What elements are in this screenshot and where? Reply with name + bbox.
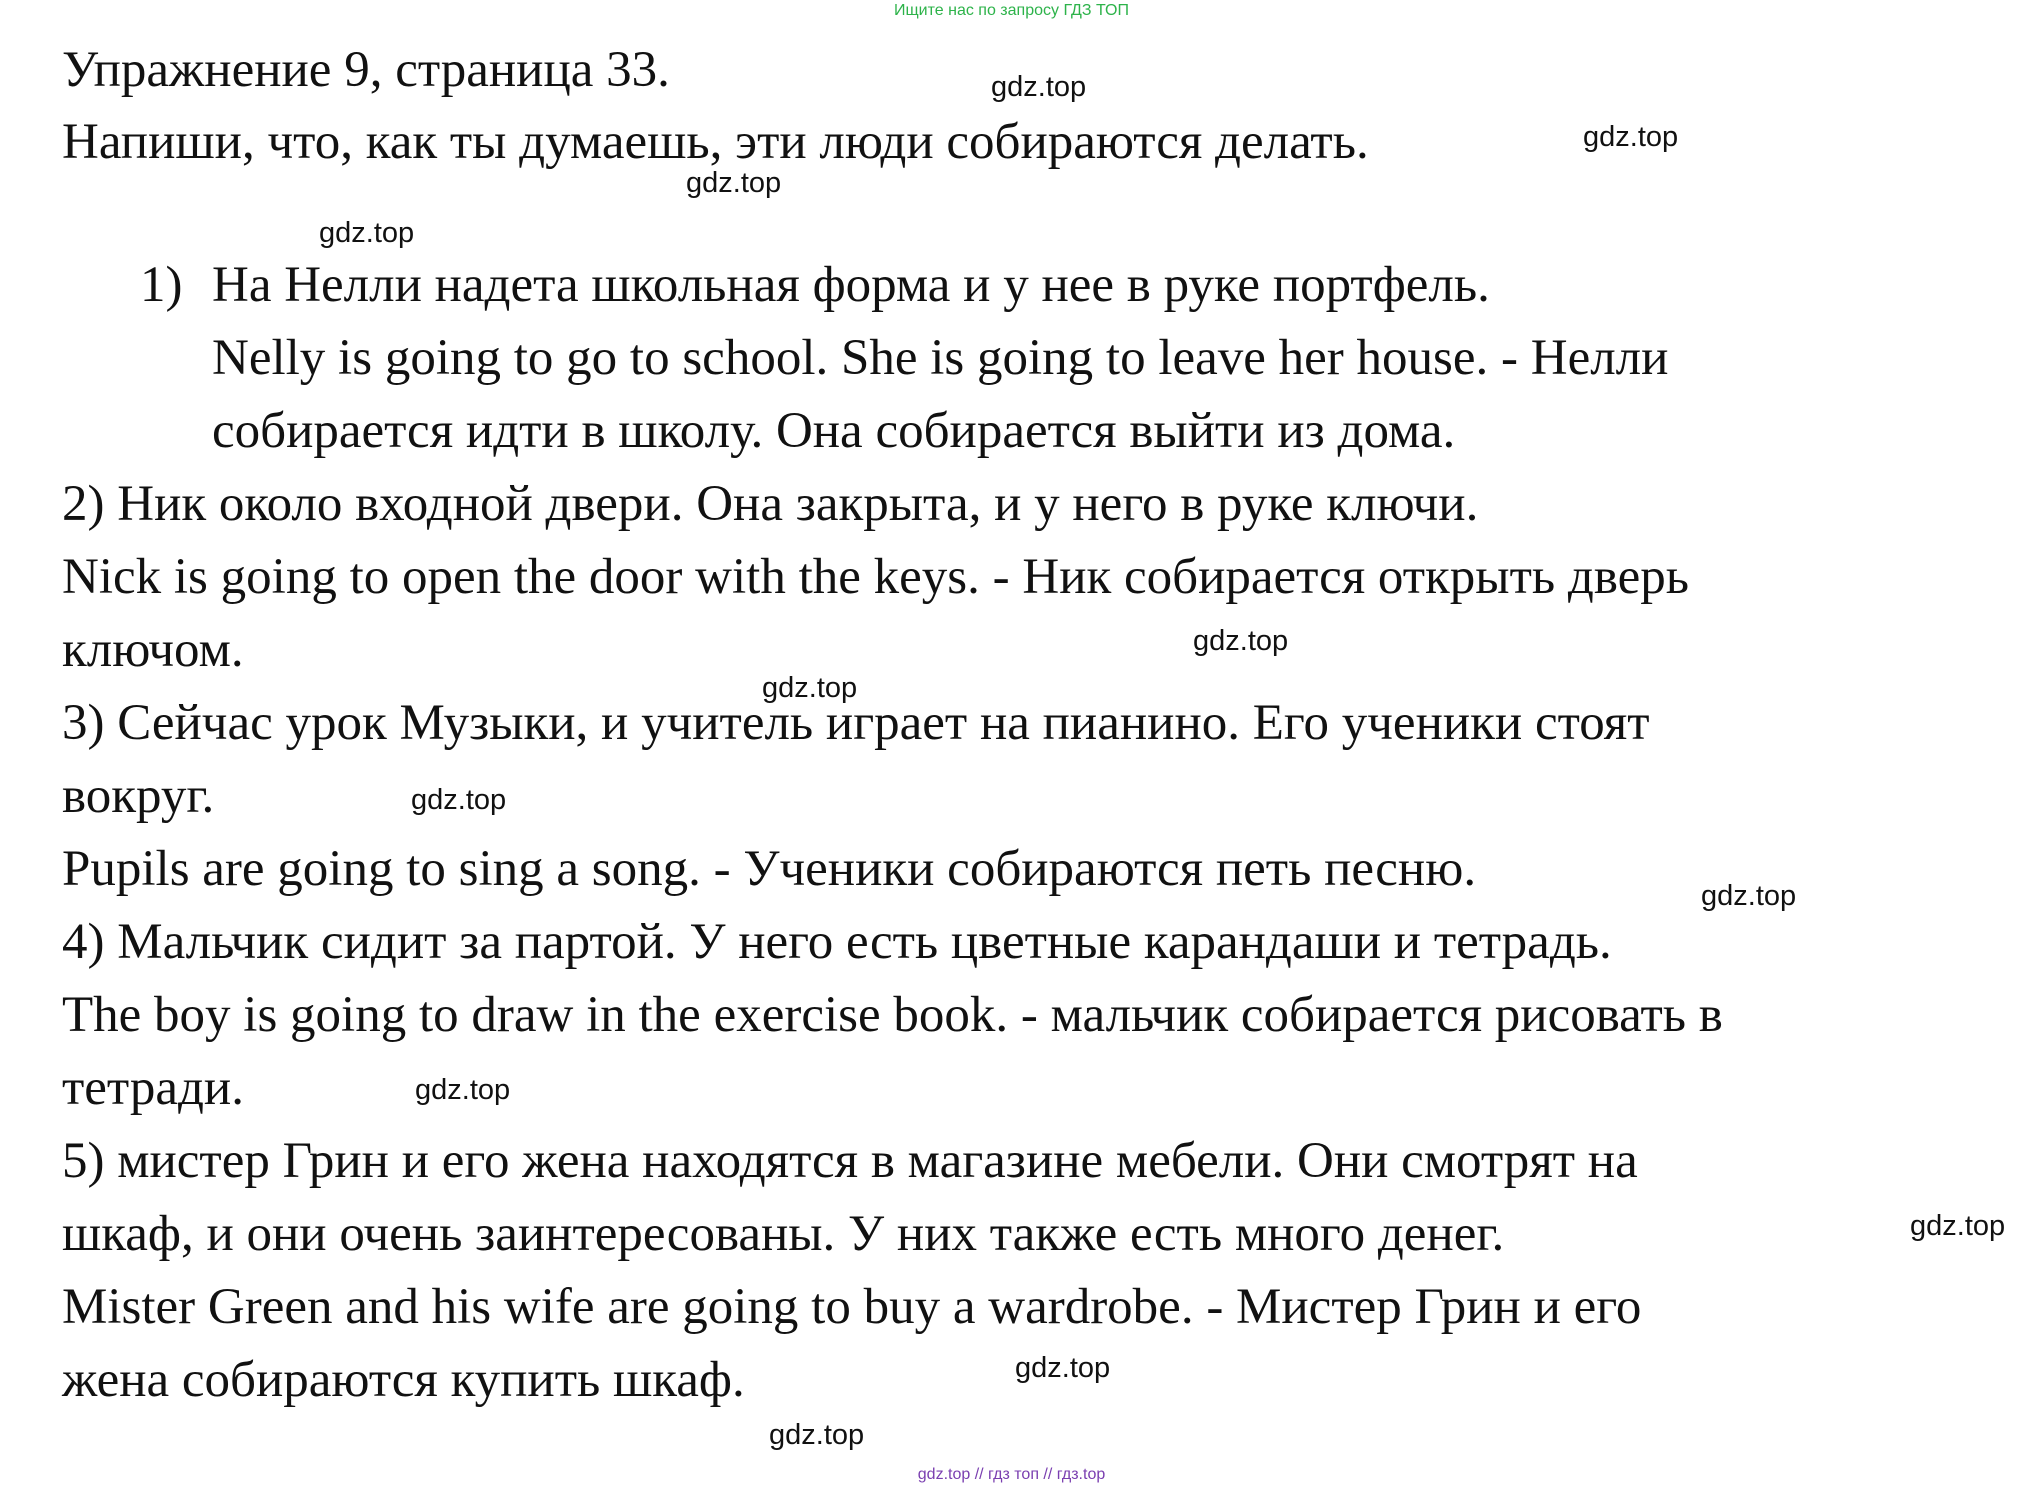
item-3-answer: Pupils are going to sing a song. - Ученики собираются петь песню. (62, 841, 1477, 897)
item-3-situation-line1: 3) Сейчас урок Музыки, и учитель играет на пианино. Его ученики стоят (62, 695, 1650, 751)
watermark: gdz.top (991, 71, 1087, 103)
item-4-situation: 4) Мальчик сидит за партой. У него есть цветные карандаши и тетрадь. (62, 914, 1612, 970)
item-2-situation: 2) Ник около входной двери. Она закрыта, и у него в руке ключи. (62, 476, 1479, 532)
item-5-answer-line2: жена собираются купить шкаф. (62, 1352, 745, 1408)
bottom-banner: gdz.top // гдз топ // гдз.top (917, 1466, 1106, 1483)
watermark: gdz.top (1701, 880, 1797, 912)
watermark: gdz.top (762, 672, 858, 704)
item-4-answer-line2: тетради. (62, 1060, 244, 1116)
watermark: gdz.top (686, 167, 782, 199)
watermark: gdz.top (415, 1074, 511, 1106)
watermark: gdz.top (769, 1419, 865, 1451)
watermark: gdz.top (1015, 1352, 1111, 1384)
item-2-answer-line2: ключом. (62, 622, 244, 678)
exercise-title: Упражнение 9, страница 33. (62, 42, 670, 98)
item-5-situation-line1: 5) мистер Грин и его жена находятся в магазине мебели. Они смотрят на (62, 1133, 1638, 1189)
item-2-answer-line1: Nick is going to open the door with the keys. - Ник собирается открыть дверь (62, 549, 1689, 605)
item-5-answer-line1: Mister Green and his wife are going to buy a wardrobe. - Мистер Грин и его (62, 1279, 1642, 1335)
item-1-answer-line2: собирается идти в школу. Она собирается выйти из дома. (212, 403, 1456, 459)
item-1-situation: На Нелли надета школьная форма и у нее в руке портфель. (212, 257, 1490, 313)
item-4-answer-line1: The boy is going to draw in the exercise book. - мальчик собирается рисовать в (62, 987, 1723, 1043)
watermark: gdz.top (1910, 1210, 2006, 1242)
watermark: gdz.top (1193, 625, 1289, 657)
watermark: gdz.top (319, 217, 415, 249)
item-1-number: 1) (140, 257, 183, 313)
exercise-instruction: Напиши, что, как ты думаешь, эти люди собираются делать. (62, 114, 1369, 170)
top-banner: Ищите нас по запросу ГДЗ ТОП (894, 2, 1129, 19)
item-5-situation-line2: шкаф, и они очень заинтересованы. У них также есть много денег. (62, 1206, 1505, 1262)
watermark: gdz.top (1583, 121, 1679, 153)
item-1-answer-line1: Nelly is going to go to school. She is going to leave her house. - Нелли (212, 330, 1669, 386)
item-3-situation-line2: вокруг. (62, 768, 215, 824)
watermark: gdz.top (411, 784, 507, 816)
